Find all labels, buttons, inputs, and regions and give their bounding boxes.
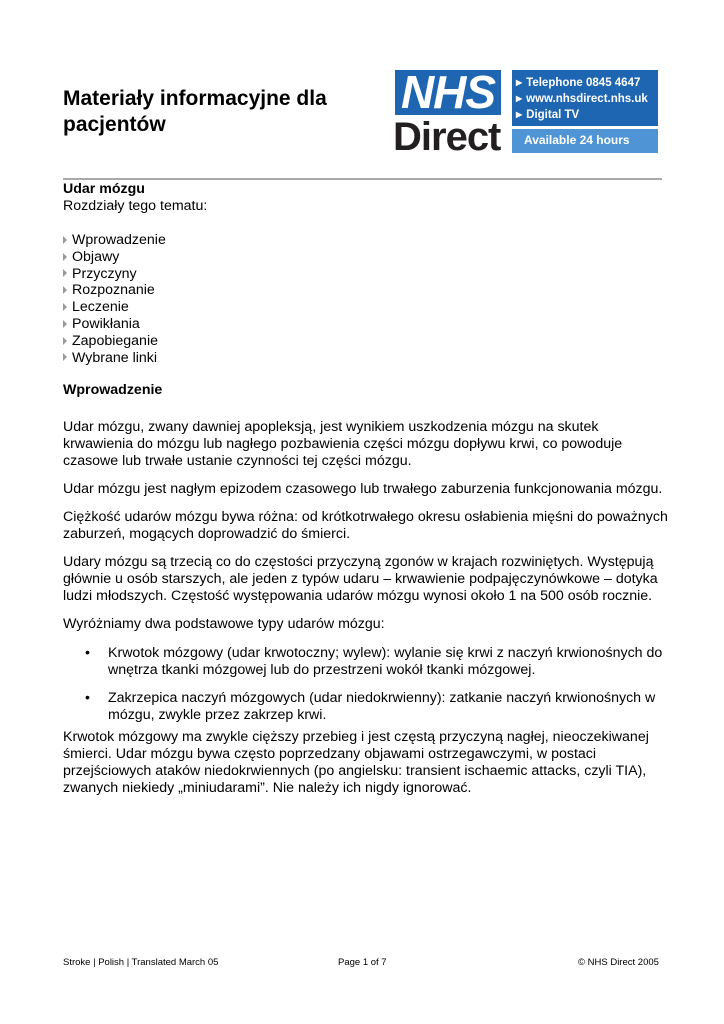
availability-box <box>512 129 658 153</box>
list-item: • Zakrzepica naczyń mózgowych (udar niedokrwienny): zatkanie naczyń krwionośnych w mózgu, zwykle przez zakrzep krwi. <box>85 690 656 724</box>
chapters-label: Rozdziały tego tematu: <box>63 198 208 214</box>
triangle-bullet-icon <box>63 353 67 361</box>
toc-item[interactable]: Objawy <box>63 249 668 266</box>
arrow-right-icon: ▶ <box>516 78 523 87</box>
toc-item[interactable]: Powikłania <box>63 316 668 333</box>
stroke-types-list <box>63 645 668 724</box>
bullet-dot-icon: • <box>85 690 90 707</box>
paragraph: Udar mózgu, zwany dawniej apopleksją, jest wynikiem uszkodzenia mózgu na skutek krwawienia do mózgu lub nagłego pozbawienia części mózgu dopływu krwi, co powoduje czasowe lub trwałe ustanie czynności tej części mózgu. <box>63 419 623 470</box>
paragraph: Krwotok mózgowy ma zwykle cięższy przebieg i jest częstą przyczyną nagłej, nieoczekiwanej śmierci. Udar mózgu bywa często poprzedzany objawami ostrzegawczymi, w postaci przejściowych ataków niedokrwiennych (po angielsku: transient ischaemic attacks, czyli TIA), zwanych niekiedy „miniudarami”. Nie należy ich nigdy ignorować. <box>63 729 649 797</box>
triangle-bullet-icon <box>63 337 67 345</box>
triangle-bullet-icon <box>63 303 67 311</box>
document-body <box>63 181 668 797</box>
contact-line-website[interactable]: ▶ www.nhsdirect.nhs.uk <box>516 93 648 105</box>
paragraph: Udar mózgu jest nagłym epizodem czasowego lub trwałego zaburzenia funkcjonowania mózgu. <box>63 481 663 498</box>
footer-left: Stroke | Polish | Translated March 05 <box>63 957 219 968</box>
toc-item[interactable]: Rozpoznanie <box>63 282 668 299</box>
contact-line-phone: ▶ Telephone 0845 4647 <box>516 77 641 89</box>
triangle-bullet-icon <box>63 320 67 328</box>
arrow-right-icon: ▶ <box>516 94 523 103</box>
paragraph: Wyróżniamy dwa podstawowe typy udarów mózgu: <box>63 616 385 633</box>
triangle-bullet-icon <box>63 236 67 244</box>
triangle-bullet-icon <box>63 286 67 294</box>
availability-text: Available 24 hours <box>524 133 630 147</box>
nhs-logo-text: NHS <box>400 66 496 118</box>
contact-line-tv: ▶ Digital TV <box>516 109 580 121</box>
section-heading: Wprowadzenie <box>63 382 163 399</box>
triangle-bullet-icon <box>63 269 67 277</box>
toc-item[interactable]: Wybrane linki <box>63 350 668 367</box>
triangle-bullet-icon <box>63 253 67 261</box>
footer-copyright: © NHS Direct 2005 <box>578 957 659 968</box>
list-item: • Krwotok mózgowy (udar krwotoczny; wylew): wylanie się krwi z naczyń krwionośnych do wnętrza tkanki mózgowej lub do przestrzeni wokół tkanki mózgowej. <box>85 645 663 679</box>
footer-page-number: Page 1 of 7 <box>338 957 387 968</box>
header-divider <box>63 178 662 180</box>
contact-box <box>512 70 658 126</box>
toc-list <box>63 232 668 366</box>
bullet-dot-icon: • <box>85 645 90 662</box>
arrow-right-icon: ▶ <box>516 110 523 119</box>
paragraph: Udary mózgu są trzecią co do częstości przyczyną zgonów w krajach rozwiniętych. Występują głównie u osób starszych, ale jeden z typów udaru – krwawienie podpajęczynówkowe – dotyka ludzi młodszych. Częstość występowania udarów mózgu wynosi około 1 na 500 osób rocznie. <box>63 554 658 605</box>
paragraph: Ciężkość udarów mózgu bywa różna: od krótkotrwałego okresu osłabienia mięśni do poważnych zaburzeń, mogących doprowadzić do śmierci. <box>63 509 668 543</box>
direct-logo-text: Direct <box>393 115 501 159</box>
page-title: Materiały informacyjne dla pacjentów <box>63 87 327 136</box>
toc-item[interactable]: Wprowadzenie <box>63 232 668 249</box>
topic-title: Udar mózgu <box>63 181 145 197</box>
toc-item[interactable]: Leczenie <box>63 299 668 316</box>
toc-item[interactable]: Przyczyny <box>63 266 668 283</box>
toc-item[interactable]: Zapobieganie <box>63 333 668 350</box>
